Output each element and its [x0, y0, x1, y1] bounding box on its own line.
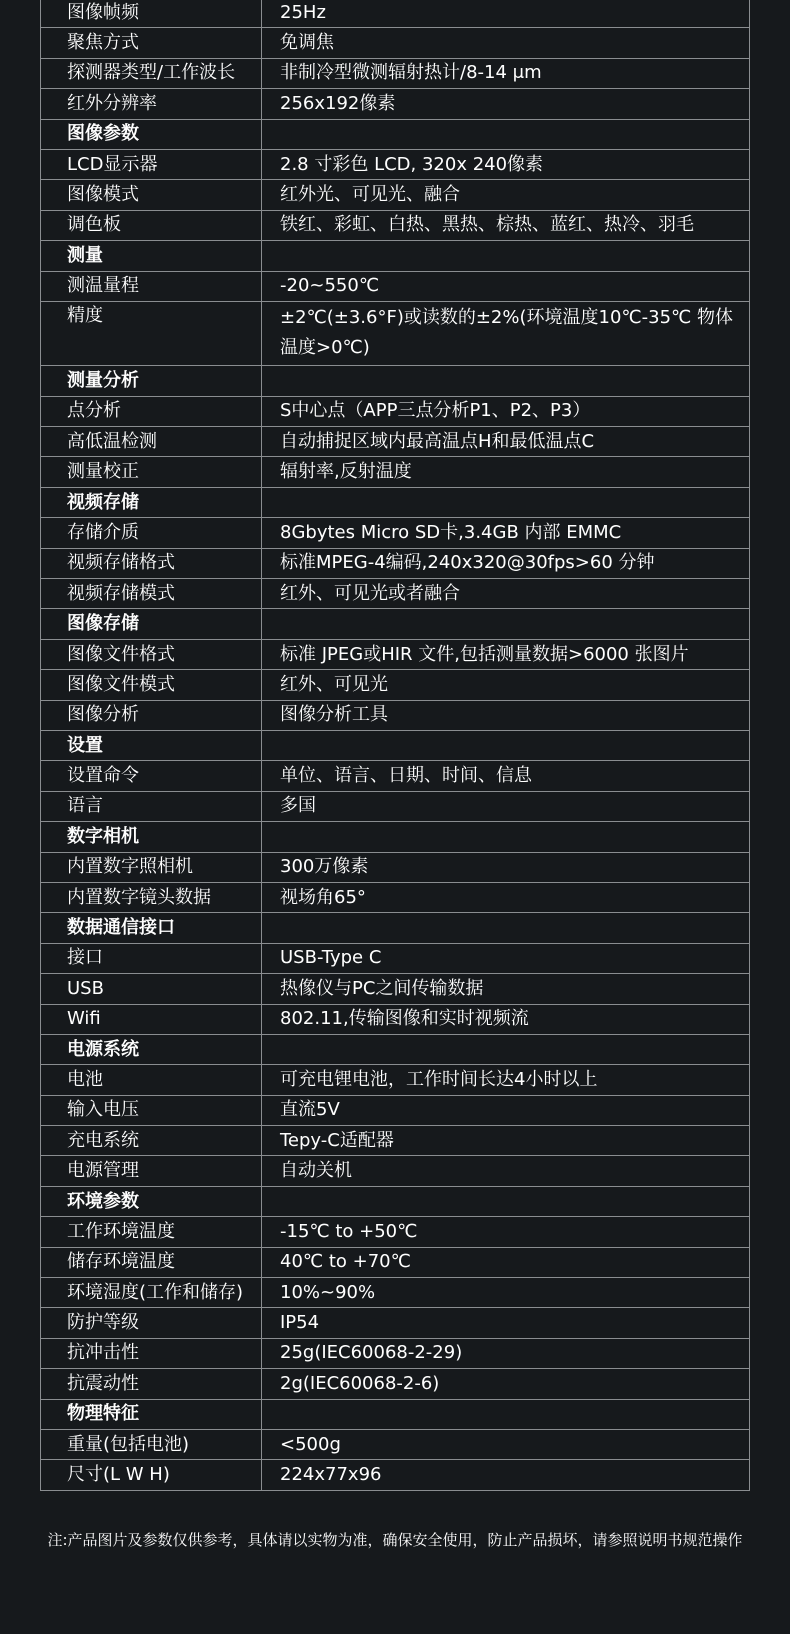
spec-label: 环境湿度(工作和储存): [41, 1278, 262, 1308]
spec-value: 红外、可见光: [262, 670, 750, 700]
spec-label: 接口: [41, 943, 262, 973]
spec-label: 内置数字照相机: [41, 852, 262, 882]
spec-value: 25g(IEC60068-2-29): [262, 1338, 750, 1368]
section-title: 环境参数: [41, 1186, 262, 1216]
spec-row: [41, 579, 750, 609]
spec-label: 存储介质: [41, 518, 262, 548]
spec-row: [41, 301, 750, 365]
spec-value: 8Gbytes Micro SD卡,3.4GB 内部 EMMC: [262, 518, 750, 548]
spec-value: Tepy-C适配器: [262, 1126, 750, 1156]
spec-label: 精度: [41, 301, 262, 365]
section-header-row: [41, 1399, 750, 1429]
spec-row: [41, 271, 750, 301]
section-empty-cell: [262, 119, 750, 149]
section-header-row: [41, 487, 750, 517]
spec-label: 图像文件模式: [41, 670, 262, 700]
spec-label: USB: [41, 974, 262, 1004]
section-header-row: [41, 241, 750, 271]
spec-label: 抗冲击性: [41, 1338, 262, 1368]
spec-value: 热像仪与PC之间传输数据: [262, 974, 750, 1004]
spec-row: [41, 518, 750, 548]
spec-value: <500g: [262, 1429, 750, 1459]
spec-row: [41, 0, 750, 28]
spec-row: [41, 700, 750, 730]
spec-row: [41, 396, 750, 426]
spec-value: 300万像素: [262, 852, 750, 882]
spec-value: 标准 JPEG或HIR 文件,包括测量数据>6000 张图片: [262, 639, 750, 669]
spec-label: 探测器类型/工作波长: [41, 58, 262, 88]
spec-value: 25Hz: [262, 0, 750, 28]
spec-label: 充电系统: [41, 1126, 262, 1156]
section-title: 图像存储: [41, 609, 262, 639]
spec-row: [41, 58, 750, 88]
spec-value: 2.8 寸彩色 LCD, 320x 240像素: [262, 149, 750, 179]
section-header-row: [41, 119, 750, 149]
spec-value: 辐射率,反射温度: [262, 457, 750, 487]
spec-value: 红外、可见光或者融合: [262, 579, 750, 609]
spec-row: [41, 427, 750, 457]
section-empty-cell: [262, 913, 750, 943]
spec-label: 设置命令: [41, 761, 262, 791]
spec-row: [41, 670, 750, 700]
spec-value: 10%~90%: [262, 1278, 750, 1308]
spec-row: [41, 943, 750, 973]
spec-value: 2g(IEC60068-2-6): [262, 1369, 750, 1399]
spec-label: 图像模式: [41, 180, 262, 210]
section-empty-cell: [262, 822, 750, 852]
spec-value: 图像分析工具: [262, 700, 750, 730]
section-title: 数字相机: [41, 822, 262, 852]
spec-label: 视频存储模式: [41, 579, 262, 609]
spec-value: -20~550℃: [262, 271, 750, 301]
section-empty-cell: [262, 1399, 750, 1429]
section-title: 电源系统: [41, 1034, 262, 1064]
spec-label: 输入电压: [41, 1095, 262, 1125]
spec-label: 重量(包括电池): [41, 1429, 262, 1459]
spec-label: 语言: [41, 791, 262, 821]
spec-value: 铁红、彩虹、白热、黑热、棕热、蓝红、热冷、羽毛: [262, 210, 750, 240]
spec-row: [41, 882, 750, 912]
spec-label: Wifi: [41, 1004, 262, 1034]
spec-label: 红外分辨率: [41, 89, 262, 119]
spec-row: [41, 1156, 750, 1186]
spec-label: 点分析: [41, 396, 262, 426]
spec-value: 单位、语言、日期、时间、信息: [262, 761, 750, 791]
spec-row: [41, 639, 750, 669]
spec-row: [41, 974, 750, 1004]
spec-row: [41, 28, 750, 58]
spec-value: 自动关机: [262, 1156, 750, 1186]
section-header-row: [41, 609, 750, 639]
section-empty-cell: [262, 366, 750, 396]
spec-row: [41, 180, 750, 210]
spec-table: [40, 0, 750, 1491]
spec-row: [41, 1308, 750, 1338]
spec-label: 图像分析: [41, 700, 262, 730]
spec-value: 多国: [262, 791, 750, 821]
spec-row: [41, 1004, 750, 1034]
spec-value: USB-Type C: [262, 943, 750, 973]
spec-value: 802.11,传输图像和实时视频流: [262, 1004, 750, 1034]
spec-label: 电池: [41, 1065, 262, 1095]
spec-label: 防护等级: [41, 1308, 262, 1338]
spec-label: 工作环境温度: [41, 1217, 262, 1247]
spec-label: 调色板: [41, 210, 262, 240]
spec-row: [41, 1369, 750, 1399]
section-title: 视频存储: [41, 487, 262, 517]
spec-value: 标准MPEG-4编码,240x320@30fps>60 分钟: [262, 548, 750, 578]
spec-row: [41, 1126, 750, 1156]
spec-value: 红外光、可见光、融合: [262, 180, 750, 210]
spec-value: IP54: [262, 1308, 750, 1338]
spec-row: [41, 1217, 750, 1247]
section-header-row: [41, 1034, 750, 1064]
spec-value: 224x77x96: [262, 1460, 750, 1490]
spec-value: S中心点（APP三点分析P1、P2、P3）: [262, 396, 750, 426]
spec-row: [41, 1429, 750, 1459]
spec-row: [41, 761, 750, 791]
section-header-row: [41, 730, 750, 760]
spec-value: 免调焦: [262, 28, 750, 58]
spec-value: 直流5V: [262, 1095, 750, 1125]
spec-label: 图像文件格式: [41, 639, 262, 669]
spec-row: [41, 149, 750, 179]
spec-row: [41, 89, 750, 119]
section-empty-cell: [262, 487, 750, 517]
spec-label: 测温量程: [41, 271, 262, 301]
section-empty-cell: [262, 609, 750, 639]
spec-label: LCD显示器: [41, 149, 262, 179]
spec-value: 视场角65°: [262, 882, 750, 912]
spec-row: [41, 1338, 750, 1368]
spec-label: 高低温检测: [41, 427, 262, 457]
section-empty-cell: [262, 1034, 750, 1064]
section-title: 测量: [41, 241, 262, 271]
spec-row: [41, 1278, 750, 1308]
spec-label: 抗震动性: [41, 1369, 262, 1399]
spec-row: [41, 457, 750, 487]
spec-value: 可充电锂电池，工作时间长达4小时以上: [262, 1065, 750, 1095]
spec-value: 非制冷型微测辐射热计/8-14 μm: [262, 58, 750, 88]
spec-table-body: [41, 0, 750, 1490]
section-header-row: [41, 913, 750, 943]
spec-label: 尺寸(L W H): [41, 1460, 262, 1490]
spec-label: 视频存储格式: [41, 548, 262, 578]
spec-value: 40℃ to +70℃: [262, 1247, 750, 1277]
spec-label: 储存环境温度: [41, 1247, 262, 1277]
spec-value: -15℃ to +50℃: [262, 1217, 750, 1247]
spec-row: [41, 548, 750, 578]
spec-value: 256x192像素: [262, 89, 750, 119]
spec-label: 图像帧频: [41, 0, 262, 28]
spec-label: 内置数字镜头数据: [41, 882, 262, 912]
spec-value: ±2℃(±3.6°F)或读数的±2%(环境温度10℃-35℃ 物体温度>0℃): [262, 301, 750, 365]
section-header-row: [41, 366, 750, 396]
spec-row: [41, 210, 750, 240]
spec-label: 测量校正: [41, 457, 262, 487]
section-title: 物理特征: [41, 1399, 262, 1429]
spec-label: 聚焦方式: [41, 28, 262, 58]
spec-row: [41, 1247, 750, 1277]
footnote: 注:产品图片及参数仅供参考，具体请以实物为准，确保安全使用，防止产品损坏，请参照说明书规范操作: [47, 1531, 743, 1549]
section-title: 设置: [41, 730, 262, 760]
spec-label: 电源管理: [41, 1156, 262, 1186]
spec-row: [41, 1095, 750, 1125]
section-header-row: [41, 1186, 750, 1216]
section-empty-cell: [262, 241, 750, 271]
section-title: 测量分析: [41, 366, 262, 396]
section-title: 数据通信接口: [41, 913, 262, 943]
spec-row: [41, 791, 750, 821]
spec-row: [41, 852, 750, 882]
section-empty-cell: [262, 730, 750, 760]
section-empty-cell: [262, 1186, 750, 1216]
section-title: 图像参数: [41, 119, 262, 149]
spec-row: [41, 1065, 750, 1095]
spec-value: 自动捕捉区域内最高温点H和最低温点C: [262, 427, 750, 457]
spec-row: [41, 1460, 750, 1490]
section-header-row: [41, 822, 750, 852]
